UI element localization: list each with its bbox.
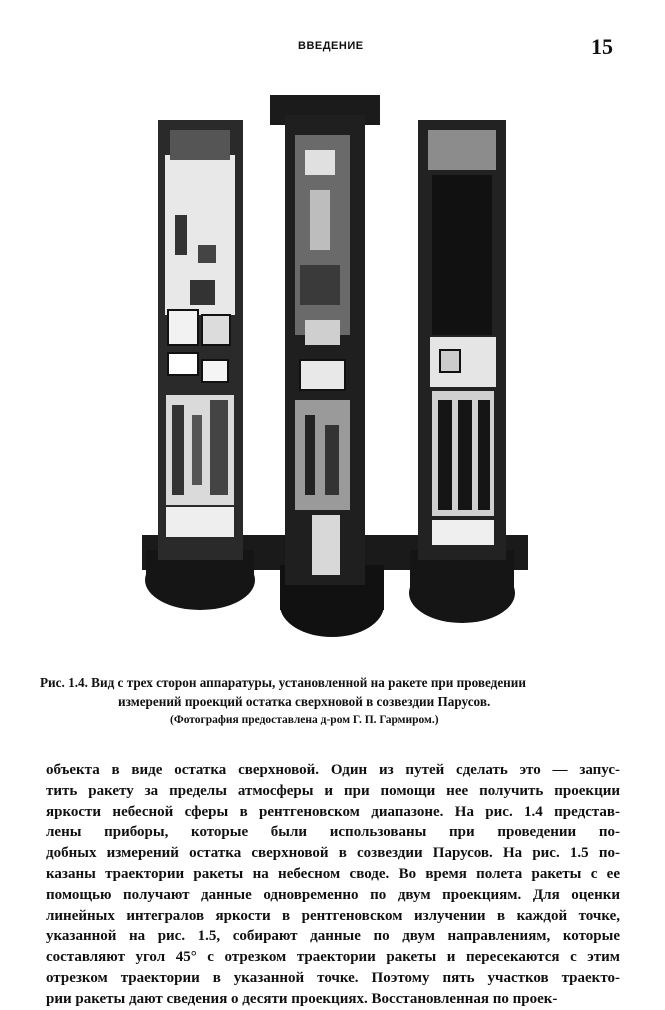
caption-line-1: Рис. 1.4. Вид с трех сторон аппаратуры, установленной на ракете при проведении <box>40 675 526 690</box>
right-instrument-column <box>418 120 506 560</box>
left-instrument-column <box>158 120 243 560</box>
body-line: объекта в виде остатка сверхновой. Один из путей сделать это — запус- <box>46 762 620 778</box>
body-line: добных измерений остатка сверхновой в созвездии Парусов. На рис. 1.5 по- <box>46 845 620 862</box>
running-head: ВВЕДЕНИЕ <box>298 40 364 52</box>
page-number: 15 <box>591 34 613 59</box>
center-instrument-column <box>270 95 380 585</box>
body-line: лены приборы, которые были использованы при проведении по- <box>46 824 620 841</box>
photo-credit: (Фотография предоставлена д-ром Г. П. Гармиром.) <box>170 714 439 726</box>
body-line: тить ракету за пределы атмосферы и при помощи нее получить проекции <box>46 782 620 799</box>
figure-caption <box>40 673 630 730</box>
body-line: указанной на рис. 1.5, собирают данные по двум направлениям, которые <box>46 928 620 945</box>
caption-line-2: измерений проекций остатка сверхновой в созвездии Парусов. <box>118 694 491 709</box>
body-line: рии ракеты дают сведения о десяти проекциях. Восстановленная по проек- <box>46 990 558 1007</box>
body-line: помощью получают данные одновременно по двум проекциям. Для оценки <box>46 886 620 903</box>
body-line: линейных интегралов яркости в рентгеновском излучении в каждой точке, <box>46 907 620 924</box>
body-line: яркости небесной сферы в рентгеновском диапазоне. На рис. 1.4 представ- <box>46 803 620 820</box>
body-line: составляют угол 45° с отрезком траектории ракеты и пересекаются с этим <box>46 949 620 966</box>
body-line: казаны траектории ракеты на небесном своде. Во время полета ракеты с ее <box>46 865 620 882</box>
body-line: отрезком траектории в указанной точке. Поэтому пять участков траекто- <box>46 969 620 986</box>
rocket-instruments-photo <box>140 95 530 640</box>
body-paragraph <box>46 760 620 1010</box>
